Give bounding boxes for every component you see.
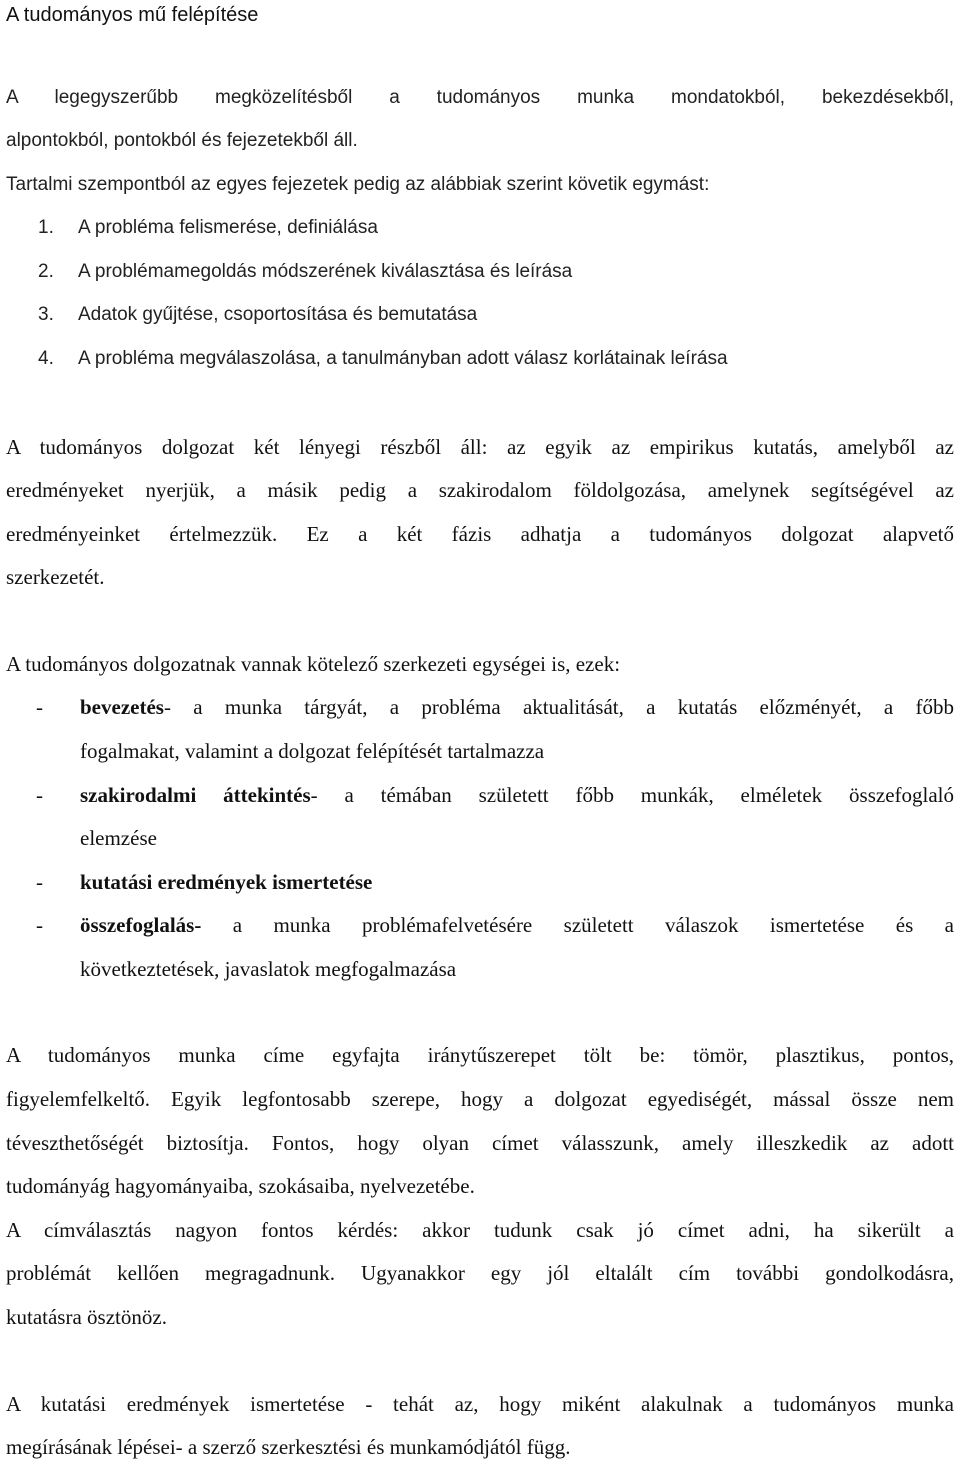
step-number: 1. bbox=[38, 217, 54, 238]
unit-term: szakirodalmi áttekintés bbox=[80, 783, 311, 807]
list-item-line: elemzése bbox=[80, 826, 157, 850]
list-item-line bbox=[80, 910, 954, 940]
intro-line-1: A legegyszerűbb megközelítésből a tudományos munka mondatokból, bekezdésekből, bbox=[6, 87, 954, 108]
list-item-line bbox=[80, 780, 954, 810]
step-number: 4. bbox=[38, 348, 54, 369]
unit-term: kutatási eredmények ismertetése bbox=[80, 870, 373, 894]
list-item-line: fogalmakat, valamint a dolgozat felépítését tartalmazza bbox=[80, 739, 545, 763]
list-dash: - bbox=[36, 783, 43, 807]
paragraph-line: A tudományos dolgozat két lényegi részből áll: az egyik az empirikus kutatás, amelyből az bbox=[6, 435, 954, 459]
paragraph-line: A kutatási eredmények ismertetése - tehát az, hogy miként alakulnak a tudományos munka bbox=[6, 1392, 954, 1416]
list-item-line bbox=[80, 867, 954, 897]
step-text: A probléma megválaszolása, a tanulmányban adott válasz korlátainak leírása bbox=[78, 348, 728, 369]
paragraph-line: problémát kellően megragadnunk. Ugyanakkor egy jól eltalált cím további gondolkodásra, bbox=[6, 1261, 954, 1285]
step-text: Adatok gyűjtése, csoportosítása és bemutatása bbox=[78, 304, 478, 325]
intro-line-2: alpontokból, pontokból és fejezetekből áll. bbox=[6, 130, 358, 151]
step-number: 2. bbox=[38, 261, 54, 282]
list-item-line bbox=[80, 692, 954, 722]
units-intro: A tudományos dolgozatnak vannak kötelező szerkezeti egységei is, ezek: bbox=[6, 652, 621, 676]
paragraph-line: figyelemfelkeltő. Egyik legfontosabb szerepe, hogy a dolgozat egyediségét, mással össze nem bbox=[6, 1087, 954, 1111]
page-title: A tudományos mű felépítése bbox=[6, 4, 259, 26]
unit-description: a munka problémafelvetésére született válaszok ismertetése és a bbox=[201, 913, 954, 937]
unit-description: - a munka tárgyát, a probléma aktualitását, a kutatás előzményét, a főbb bbox=[163, 695, 954, 719]
list-dash: - bbox=[36, 913, 43, 937]
paragraph-line: eredményeket nyerjük, a másik pedig a szakirodalom földolgozása, amelynek segítségével az bbox=[6, 478, 954, 502]
paragraph-line: A címválasztás nagyon fontos kérdés: akkor tudunk csak jó címet adni, ha sikerült a bbox=[6, 1218, 954, 1242]
step-item-3 bbox=[38, 300, 954, 330]
unit-term: bevezetés bbox=[80, 695, 164, 719]
paragraph-line: tudományág hagyományaiba, szokásaiba, nyelvezetébe. bbox=[6, 1174, 475, 1198]
intro-line-3: Tartalmi szempontból az egyes fejezetek pedig az alábbiak szerint követik egymást: bbox=[6, 174, 710, 195]
step-item-2 bbox=[38, 257, 954, 287]
list-item-line: következtetések, javaslatok megfogalmazása bbox=[80, 957, 457, 981]
list-dash: - bbox=[36, 695, 43, 719]
step-item-4 bbox=[38, 344, 954, 374]
paragraph-line: szerkezetét. bbox=[6, 565, 105, 589]
paragraph-line: A tudományos munka címe egyfajta iránytűszerepet tölt be: tömör, plasztikus, pontos, bbox=[6, 1043, 954, 1067]
list-dash: - bbox=[36, 870, 43, 894]
paragraph-line: eredményeinket értelmezzük. Ez a két fázis adhatja a tudományos dolgozat alapvető bbox=[6, 522, 954, 546]
step-item-1 bbox=[38, 213, 954, 243]
step-text: A problémamegoldás módszerének kiválasztása és leírása bbox=[78, 261, 573, 282]
paragraph-line: megírásának lépései- a szerző szerkesztési és munkamódjától függ. bbox=[6, 1435, 571, 1459]
paragraph-line: kutatásra ösztönöz. bbox=[6, 1305, 167, 1329]
unit-term: összefoglalás- bbox=[80, 913, 202, 937]
paragraph-line: téveszthetőségét biztosítja. Fontos, hogy olyan címet válasszunk, amely illeszkedik az adott bbox=[6, 1131, 954, 1155]
unit-description: - a témában született főbb munkák, elméletek összefoglaló bbox=[310, 783, 954, 807]
step-text: A probléma felismerése, definiálása bbox=[78, 217, 378, 238]
step-number: 3. bbox=[38, 304, 54, 325]
